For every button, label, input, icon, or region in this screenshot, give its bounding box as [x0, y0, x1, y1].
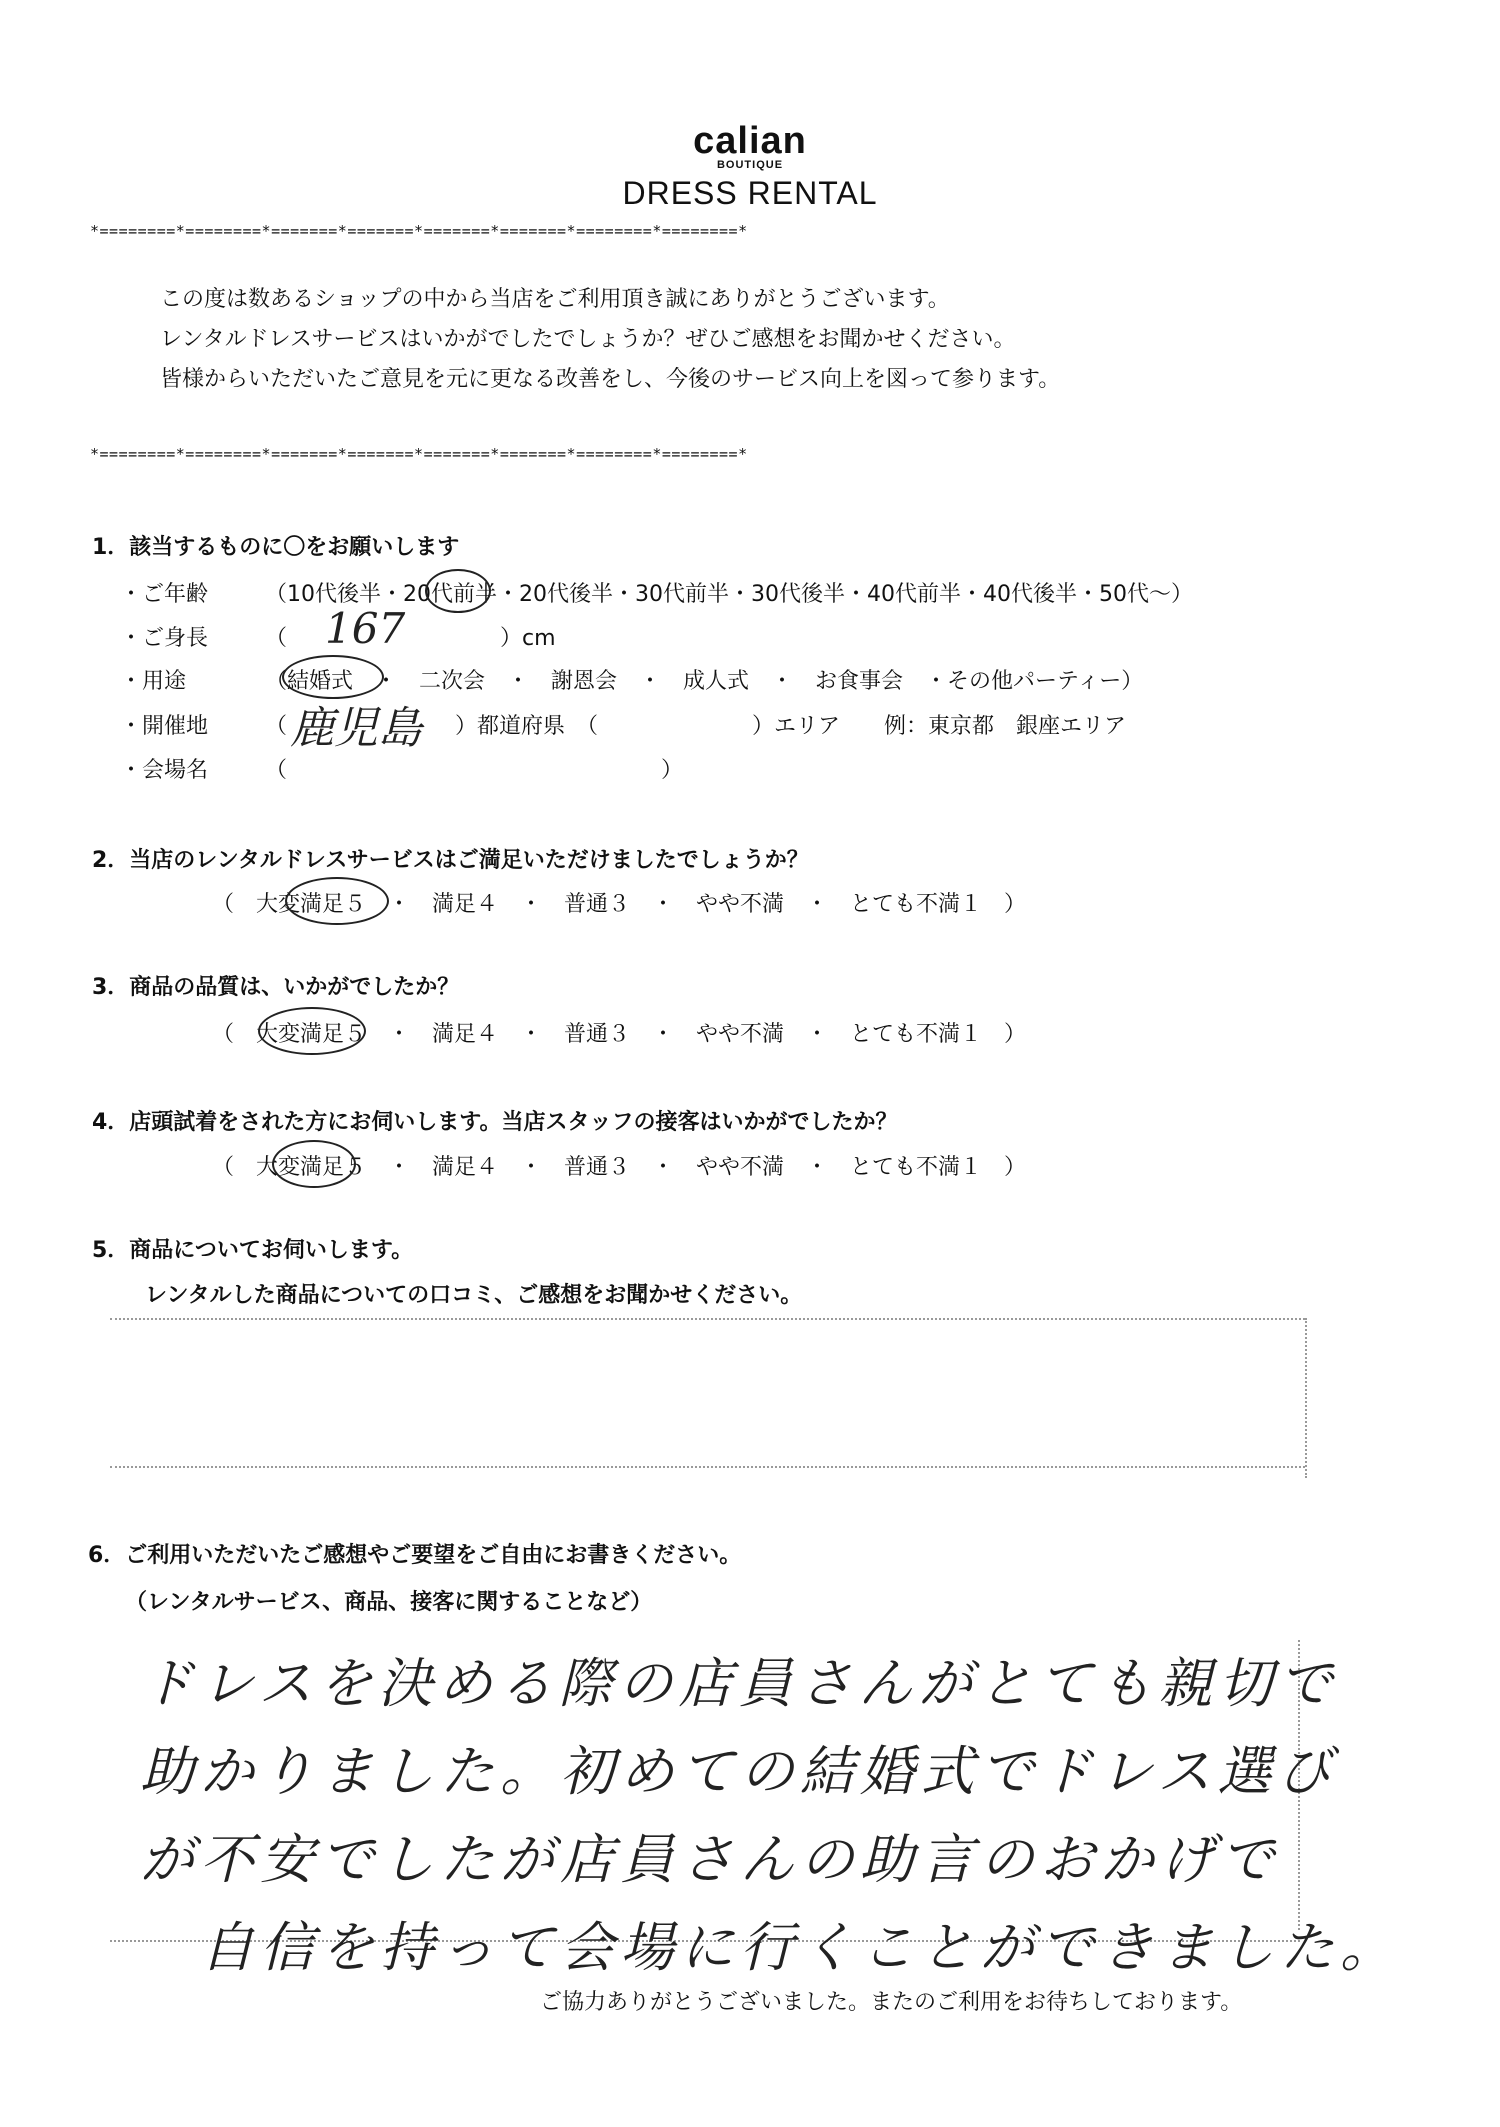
page-title: DRESS RENTAL: [622, 175, 878, 211]
comment-box-top-border: [110, 1318, 1305, 1320]
question-6-subtitle: （レンタルサービス、商品、接客に関することなど）: [125, 1590, 653, 1615]
question-4-selection-circle: [272, 1140, 356, 1188]
question-5-title: 5．商品についてお伺いします。: [92, 1238, 414, 1263]
divider-top: *========*========*=======*=======*=======*=======*========*========*: [90, 222, 748, 240]
place-label: ・開催地: [120, 714, 209, 739]
answer-line: 助かりました。初めての結婚式でドレス選び: [140, 1740, 1338, 1803]
answer-line: 自信を持って会場に行くことができました。: [200, 1916, 1400, 1979]
answer-line: が不安でしたが店員さんの助言のおかげで: [140, 1828, 1280, 1891]
question-3-selection-circle: [258, 1007, 366, 1055]
intro-line: レンタルドレスサービスはいかがでしたでしょうか？ぜひご感想をお聞かせください。: [160, 327, 1016, 352]
question-4-options: （ 大変満足５ ・ 満足４ ・ 普通３ ・ やや不満 ・ とても不満１ ）: [212, 1155, 1027, 1180]
question-1-title: 1．該当するものに〇をお願いします: [92, 535, 460, 560]
height-unit: ）cm: [500, 626, 556, 651]
age-selection-circle: [425, 569, 491, 613]
place-open-paren: （: [265, 714, 288, 739]
question-2-selection-circle: [285, 877, 389, 925]
brand-logo: calian: [693, 120, 807, 162]
answer-line: ドレスを決める際の店員さんがとても親切で: [140, 1652, 1339, 1715]
comment-box-right-border: [1305, 1318, 1307, 1478]
venue-field[interactable]: （ ）: [265, 758, 684, 783]
divider-bottom: *========*========*=======*=======*=======*=======*========*========*: [90, 445, 748, 463]
height-label: ・ご身長: [120, 626, 209, 651]
purpose-options: （結婚式 ・ 二次会 ・ 謝恩会 ・ 成人式 ・ お食事会 ・その他パーティー）: [265, 669, 1144, 694]
intro-text: [160, 280, 1060, 400]
place-area-text: ）都道府県 （ ）エリア 例：東京都 銀座エリア: [455, 714, 1127, 739]
place-value[interactable]: 鹿児島: [290, 703, 422, 754]
height-open-paren: （: [265, 626, 288, 651]
footer-message: ご協力ありがとうございました。またのご利用をお待ちしております。: [540, 1990, 1243, 2015]
comment-box[interactable]: [115, 1330, 1295, 1455]
purpose-label: ・用途: [120, 669, 187, 694]
question-3-options: （ 大変満足５ ・ 満足４ ・ 普通３ ・ やや不満 ・ とても不満１ ）: [212, 1022, 1027, 1047]
question-6-title: 6．ご利用いただいたご感想やご要望をご自由にお書きください。: [88, 1543, 742, 1568]
comment-box-bottom-border: [110, 1466, 1305, 1468]
age-options: （10代後半・20代前半・20代後半・30代前半・30代後半・40代前半・40代後半・50代〜）: [265, 582, 1193, 607]
question-3-title: 3．商品の品質は、いかがでしたか？: [92, 975, 460, 1000]
intro-line: 皆様からいただいたご意見を元に更なる改善をし、今後のサービス向上を図って参ります。: [160, 367, 1061, 392]
question-5-subtitle: レンタルした商品についての口コミ、ご感想をお聞かせください。: [145, 1283, 803, 1308]
age-label: ・ご年齢: [120, 582, 209, 607]
handwritten-answer[interactable]: [140, 1640, 1400, 1992]
venue-label: ・会場名: [120, 758, 209, 783]
question-2-title: 2．当店のレンタルドレスサービスはご満足いただけましたでしょうか？: [92, 848, 809, 873]
question-4-title: 4．店頭試着をされた方にお伺いします。当店スタッフの接客はいかがでしたか？: [92, 1110, 898, 1135]
brand-subtitle: BOUTIQUE: [716, 159, 784, 171]
height-value[interactable]: 167: [325, 604, 406, 653]
question-2-options: （ 大変満足５ ・ 満足４ ・ 普通３ ・ やや不満 ・ とても不満１ ）: [212, 892, 1027, 917]
intro-line: この度は数あるショップの中から当店をご利用頂き誠にありがとうございます。: [160, 287, 950, 312]
